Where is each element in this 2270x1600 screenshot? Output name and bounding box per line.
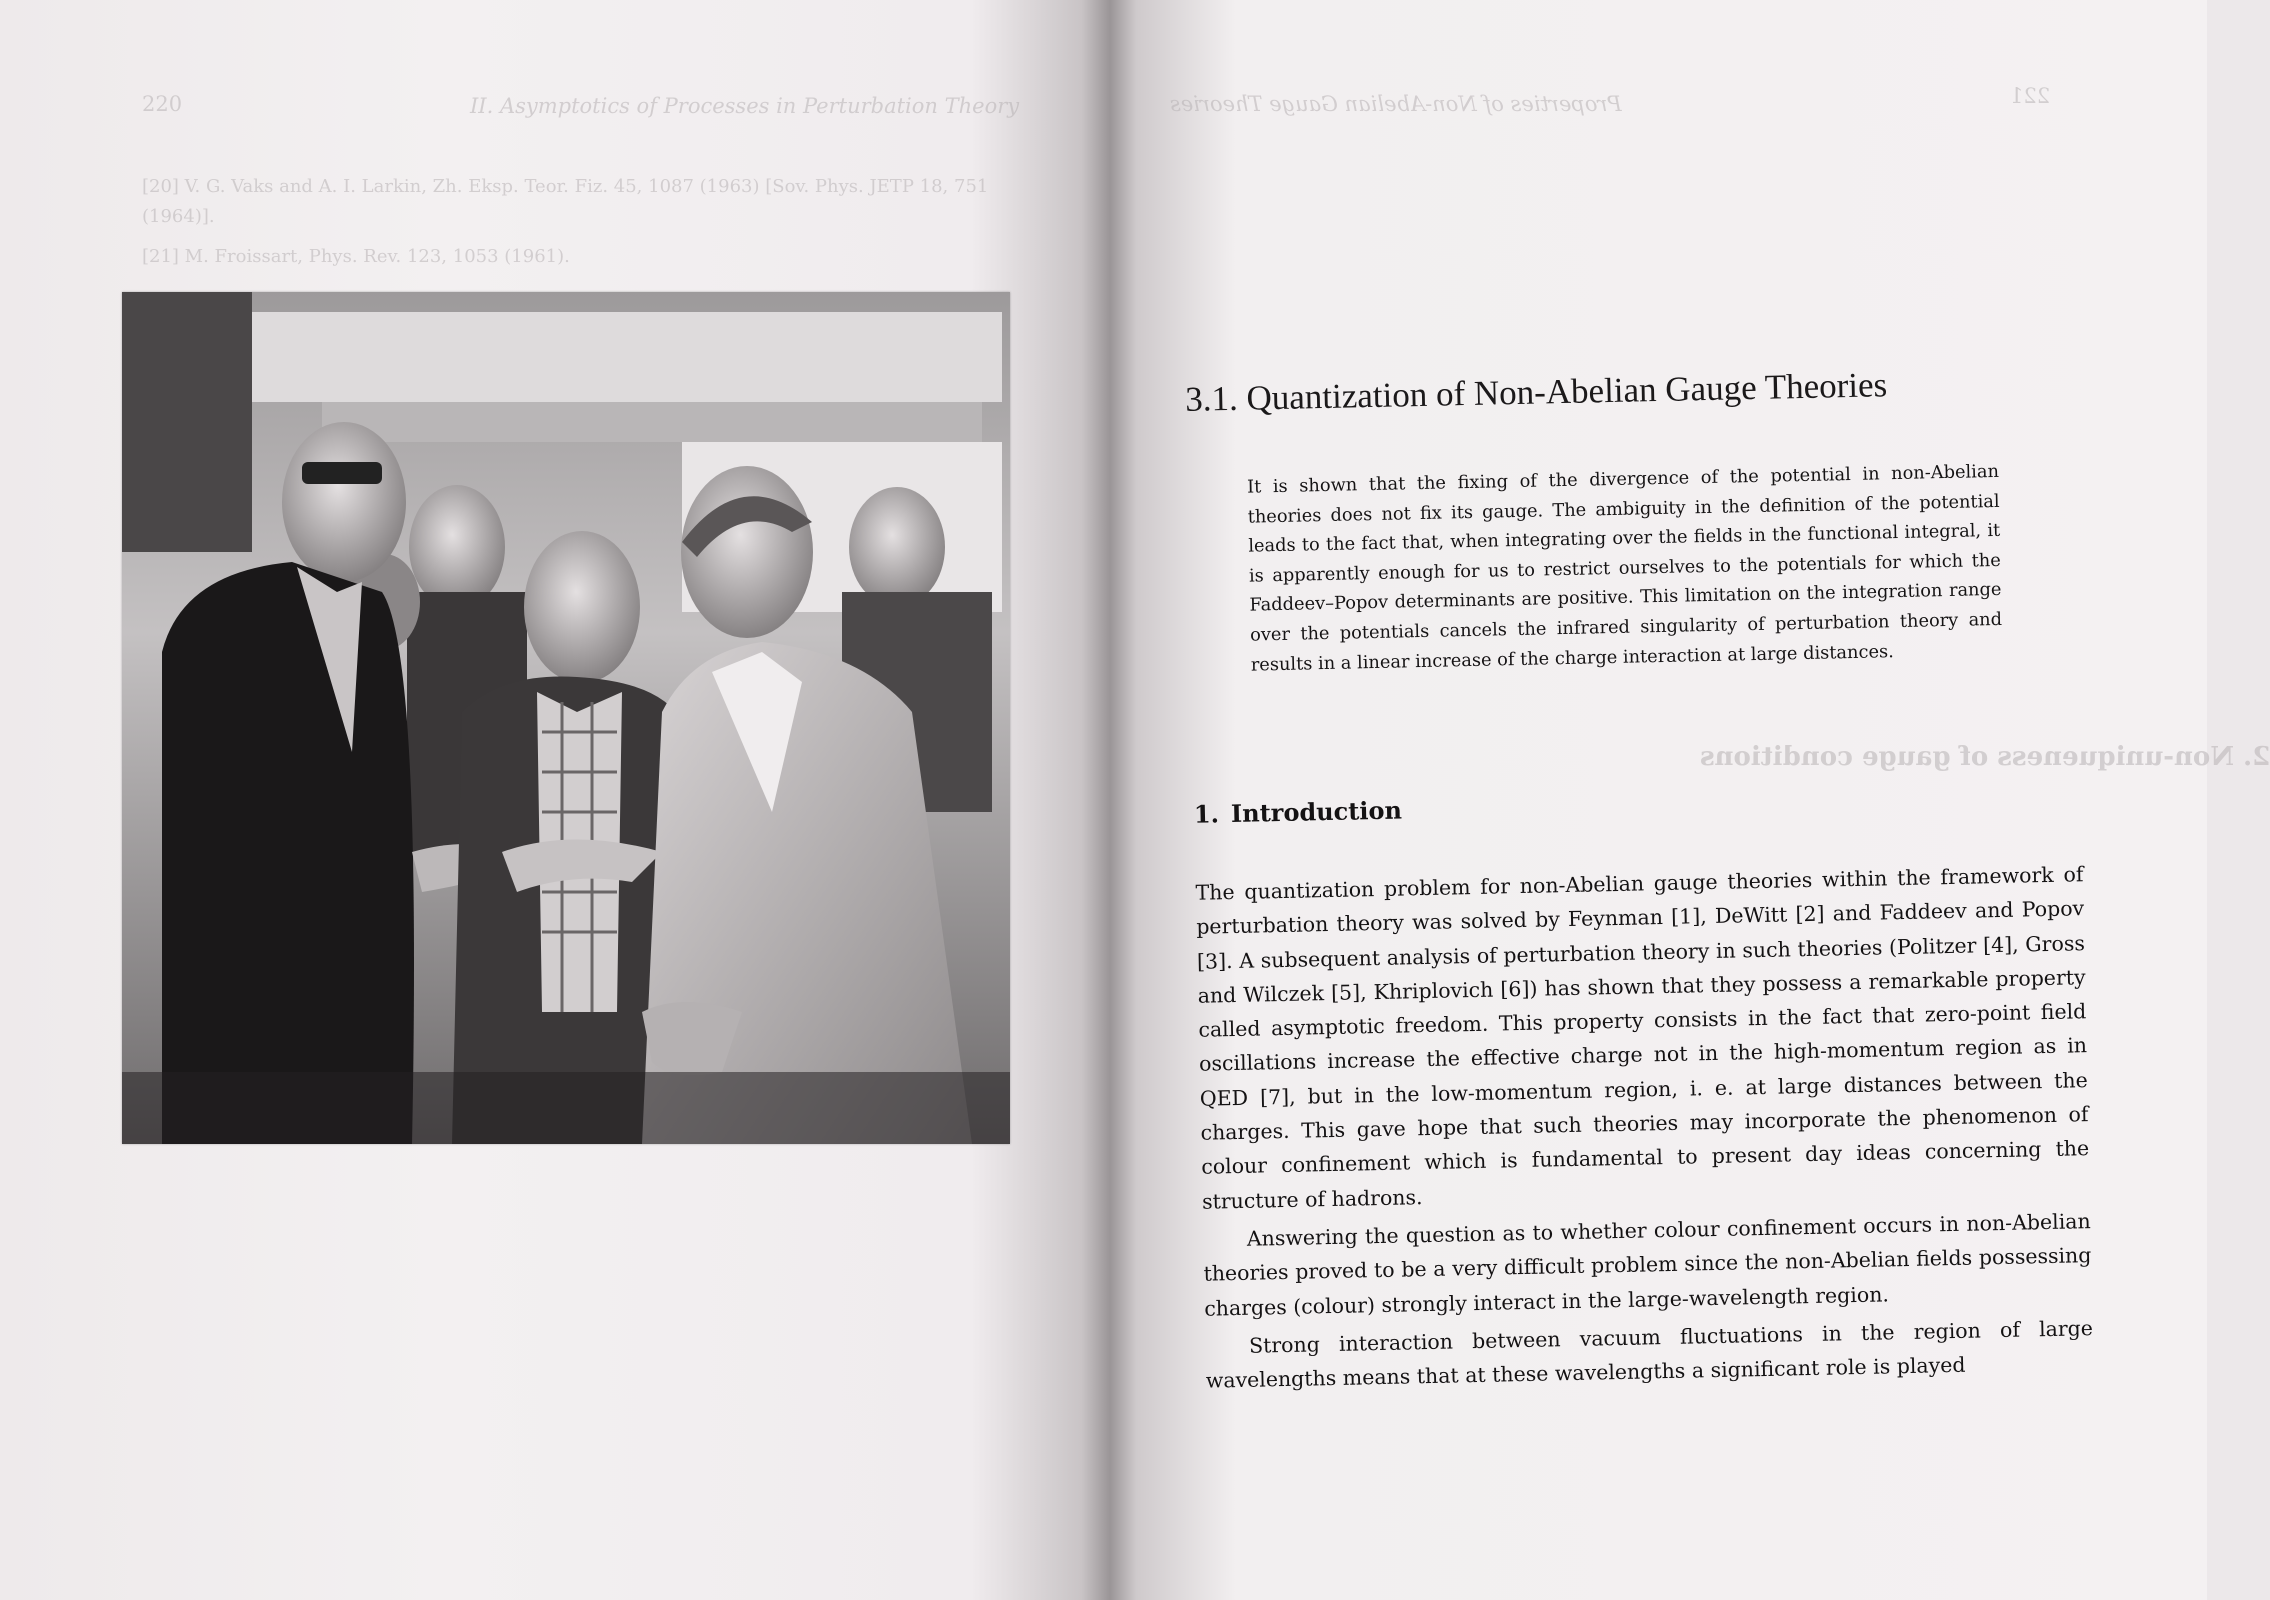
right-page-number: 221 [2010,84,2051,108]
introduction-body [1195,857,2094,1398]
paragraph-3: Strong interaction between vacuum fluctuations in the region of large wavelengths means that at these wavelengths a significant role is played [1205,1315,2094,1393]
right-running-head: Properties of Non-Abelian Gauge Theories [1170,92,1622,116]
paragraph-1: The quantization problem for non-Abelian gauge theories within the framework of perturbation theory was solved by Feynman [1], DeWitt [2] and Faddeev and Popov [3]. A subsequent analysis of perturbation theory in such theories (Politzer [4], Gross and Wilczek [5], Khriplovich [6]) has shown that they possess a remarkable property called asymptotic freedom. This property consists in the fact that zero-point field oscillations increase the effective charge not in the high-momentum region as in QED [7], but in the low-momentum region, i. e. at large distances between the charges. This gave hope that such theories may incorporate the phenomenon of colour confinement which is fundamental to present day ideas concerning the structure of hadrons. [1195,862,2090,1214]
photograph-illustration [122,292,1010,1144]
group-photograph [122,292,1010,1144]
left-running-head: II. Asymptotics of Processes in Perturbation Theory [470,94,1020,118]
section-title: Introduction [1230,795,1403,829]
left-reference-21: [21] M. Froissart, Phys. Rev. 123, 1053 (1961). [142,246,570,267]
left-reference-20: [20] V. G. Vaks and A. I. Larkin, Zh. Eksp. Teor. Fiz. 45, 1087 (1963) [Sov. Phys. JETP 18, 751 (1964)]. [142,176,989,227]
section-heading-introduction [1194,795,1403,828]
section-number: 1. [1193,799,1220,829]
left-page-number: 220 [142,92,183,116]
abstract: It is shown that the fixing of the divergence of the potential in non-Abelian theories does not fix its gauge. The ambiguity in the definition of the potential leads to the fact that, when integrating over the fields in the functional integral, it is apparently enough for us to restrict ourselves to the potentials for which the Faddeev–Popov determinants are positive. This limitation on the integration range over the potentials cancels the infrared singularity of perturbation theory and results in a linear increase of the charge interaction at large distances. [1246,460,2003,676]
right-section-2-bleed: 2. Non-uniqueness of gauge conditions [1700,742,2270,772]
paragraph-2: Answering the question as to whether colour confinement occurs in non-Abelian theories proved to be a very difficult problem since the non-Abelian fields possessing charges (colour) strongly interact in the large-wavelength region. [1203,1209,2092,1321]
chapter-title: 3.1. Quantization of Non-Abelian Gauge Theories [1184,365,1888,419]
right-page [1180,321,2104,1500]
